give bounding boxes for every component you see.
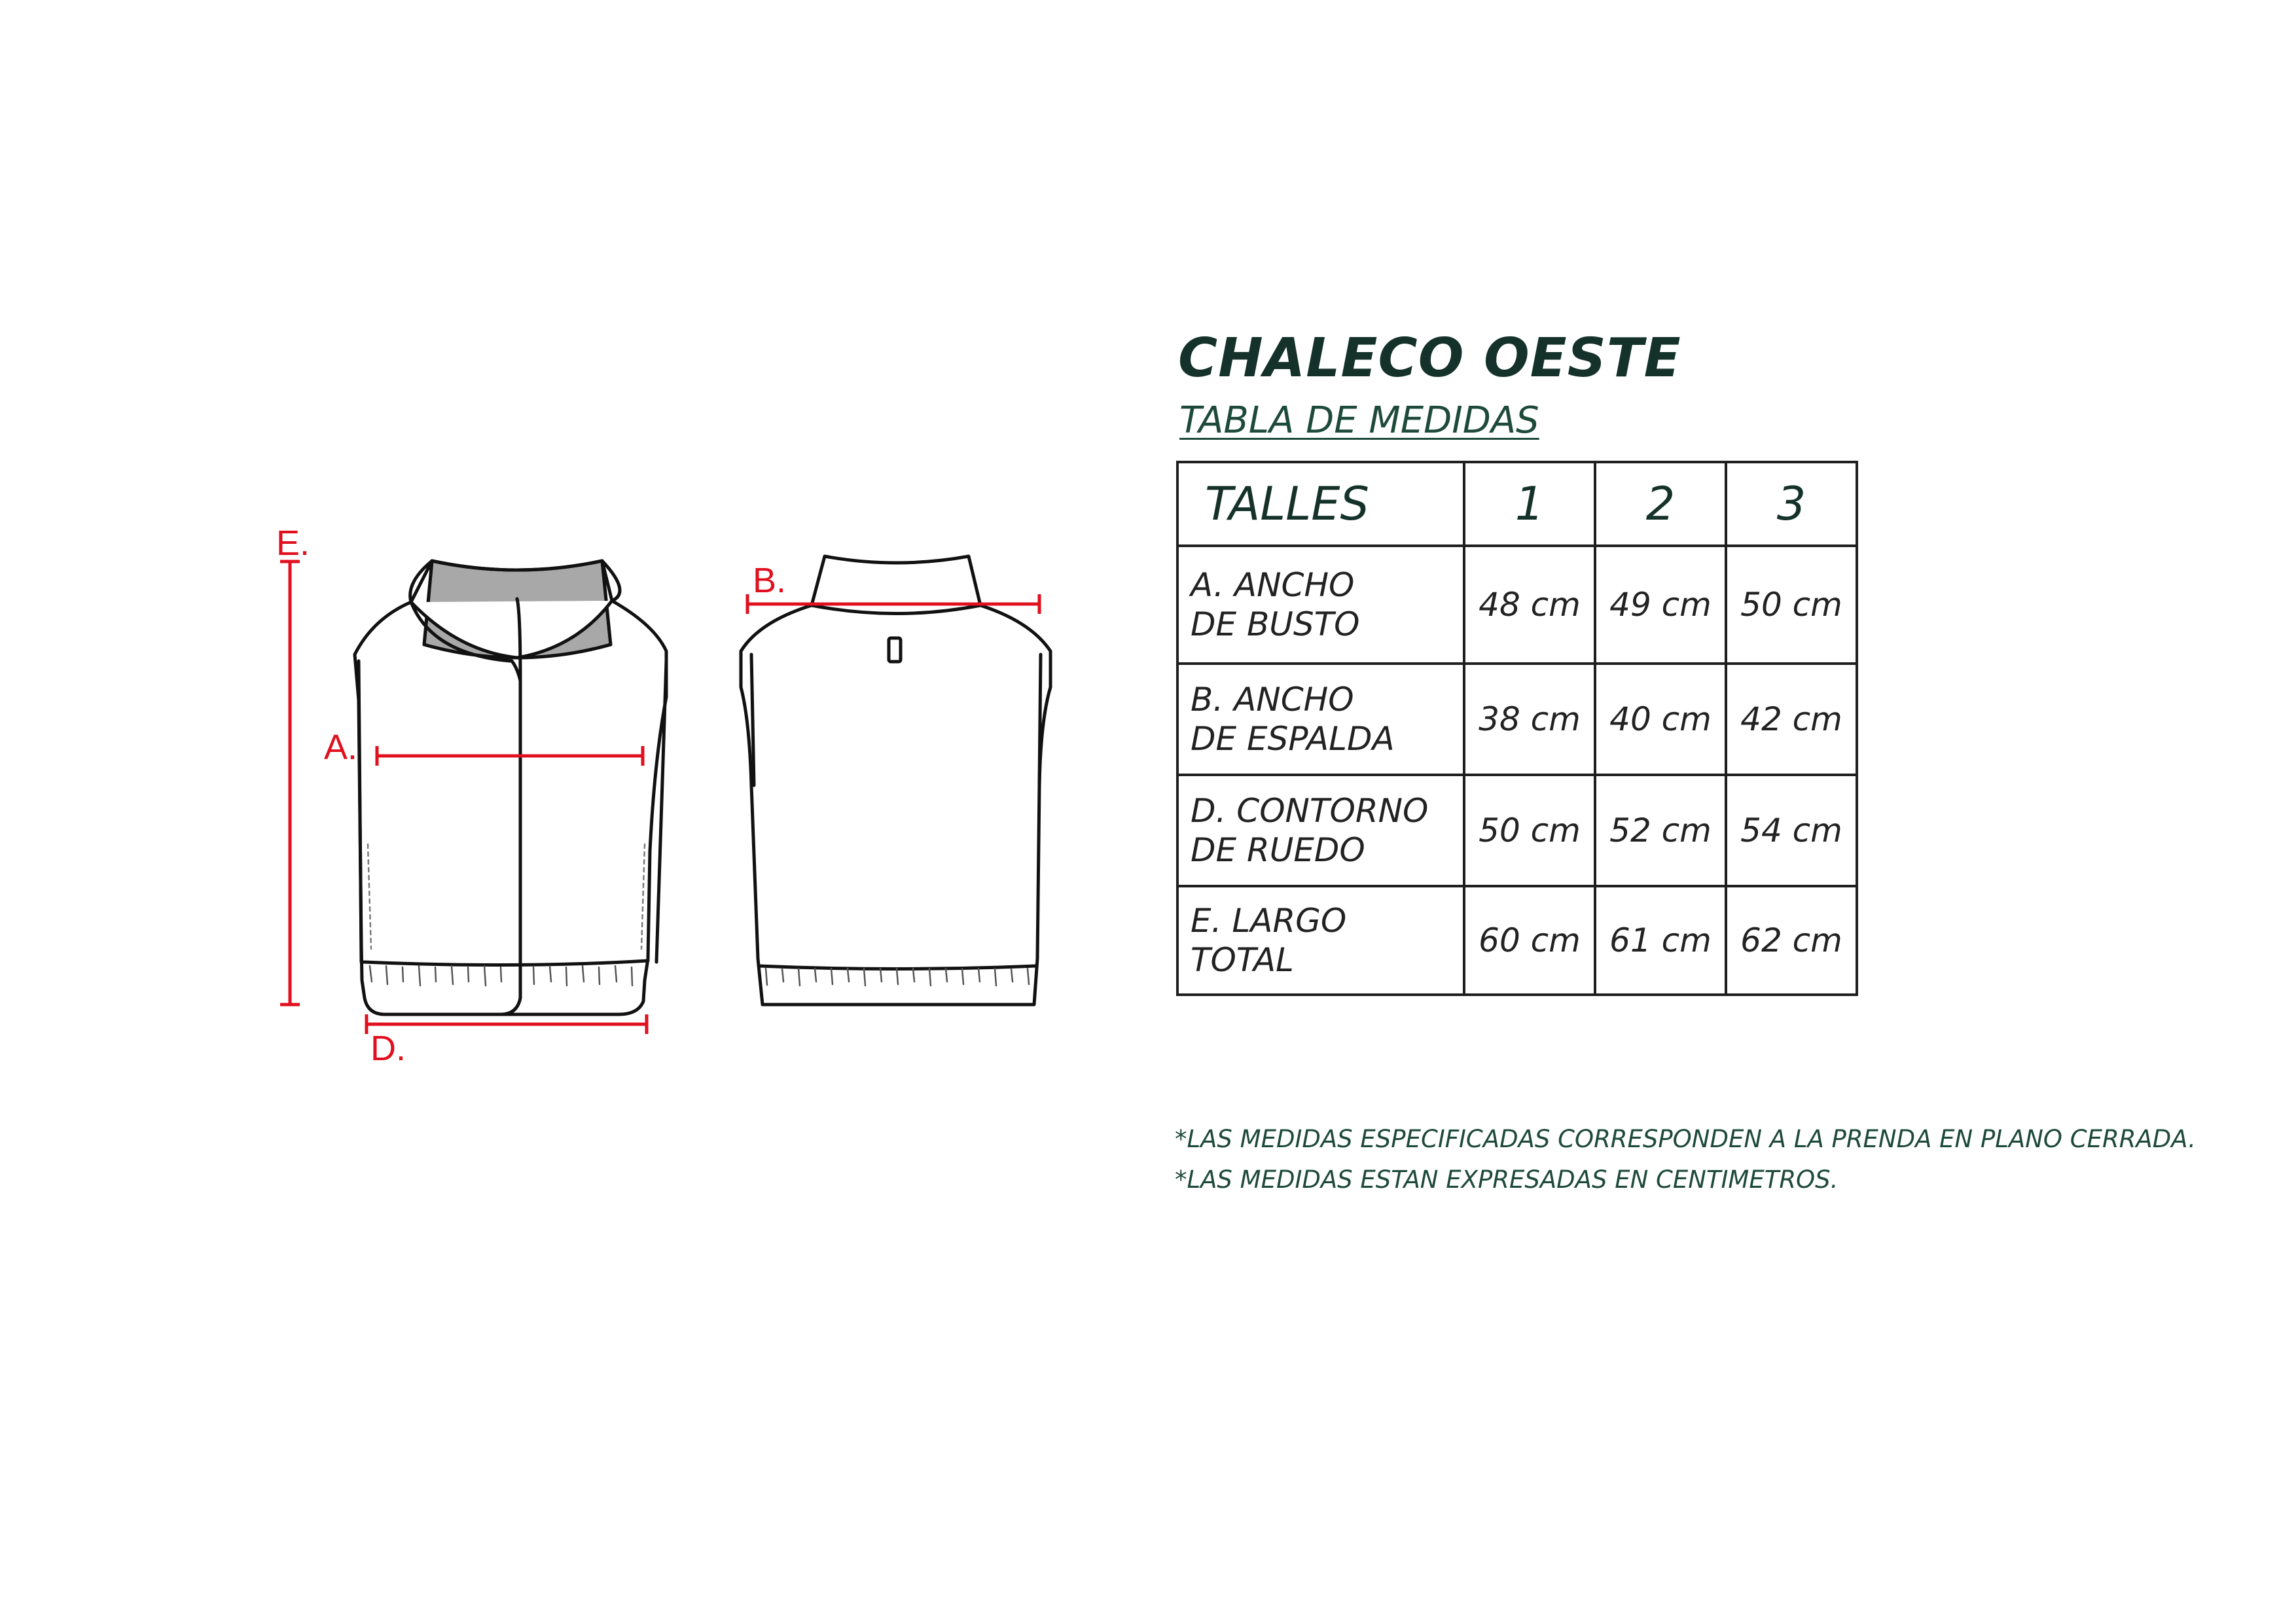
measure-e-label: E. (276, 524, 310, 563)
size-chart-table (1176, 461, 1858, 996)
row-label-line2: DE RUEDO (1191, 831, 1365, 869)
row-label-line1: E. LARGO (1191, 902, 1347, 940)
header-size-1: 1 (1464, 462, 1595, 546)
cell-value: 49 cm (1595, 546, 1726, 664)
cell-value: 54 cm (1726, 775, 1857, 886)
footnote-2: *LAS MEDIDAS ESTAN EXPRESADAS EN CENTIMETROS. (1175, 1166, 1839, 1194)
row-label-line1: B. ANCHO (1191, 681, 1354, 719)
row-label (1177, 546, 1464, 664)
measure-d-line (367, 1014, 647, 1034)
cell-value: 52 cm (1595, 775, 1726, 886)
cell-value: 61 cm (1595, 886, 1726, 995)
cell-value: 42 cm (1726, 664, 1857, 775)
header-talles: TALLES (1177, 462, 1464, 546)
row-label-line1: A. ANCHO (1191, 566, 1355, 604)
table-row (1177, 664, 1857, 775)
row-label-line2: DE BUSTO (1191, 605, 1360, 643)
row-label (1177, 775, 1464, 886)
cell-value: 38 cm (1464, 664, 1595, 775)
cell-value: 50 cm (1726, 546, 1857, 664)
row-label (1177, 664, 1464, 775)
footnote-1: *LAS MEDIDAS ESPECIFICADAS CORRESPONDEN A LA PRENDA EN PLANO CERRADA. (1175, 1125, 2196, 1153)
measure-e-line (280, 562, 300, 1005)
page-subtitle: TABLA DE MEDIDAS (1179, 399, 1539, 442)
header-size-3: 3 (1726, 462, 1857, 546)
table-header-row (1177, 462, 1857, 546)
measure-b-label: B. (753, 561, 787, 600)
footnotes (1175, 1119, 2196, 1200)
measure-d-label: D. (370, 1029, 406, 1068)
cell-value: 40 cm (1595, 664, 1726, 775)
table-row (1177, 546, 1857, 664)
row-label-line2: TOTAL (1191, 941, 1294, 979)
header-size-2: 2 (1595, 462, 1726, 546)
row-label (1177, 886, 1464, 995)
row-label-line1: D. CONTORNO (1191, 792, 1429, 830)
cell-value: 60 cm (1464, 886, 1595, 995)
table-row (1177, 886, 1857, 995)
cell-value: 62 cm (1726, 886, 1857, 995)
back-vest-outline (741, 556, 1050, 1005)
front-vest-outline (355, 561, 666, 1014)
page-title: CHALECO OESTE (1178, 327, 1681, 389)
cell-value: 50 cm (1464, 775, 1595, 886)
row-label-line2: DE ESPALDA (1191, 720, 1395, 758)
table-row (1177, 775, 1857, 886)
cell-value: 48 cm (1464, 546, 1595, 664)
measure-a-label: A. (324, 728, 358, 767)
